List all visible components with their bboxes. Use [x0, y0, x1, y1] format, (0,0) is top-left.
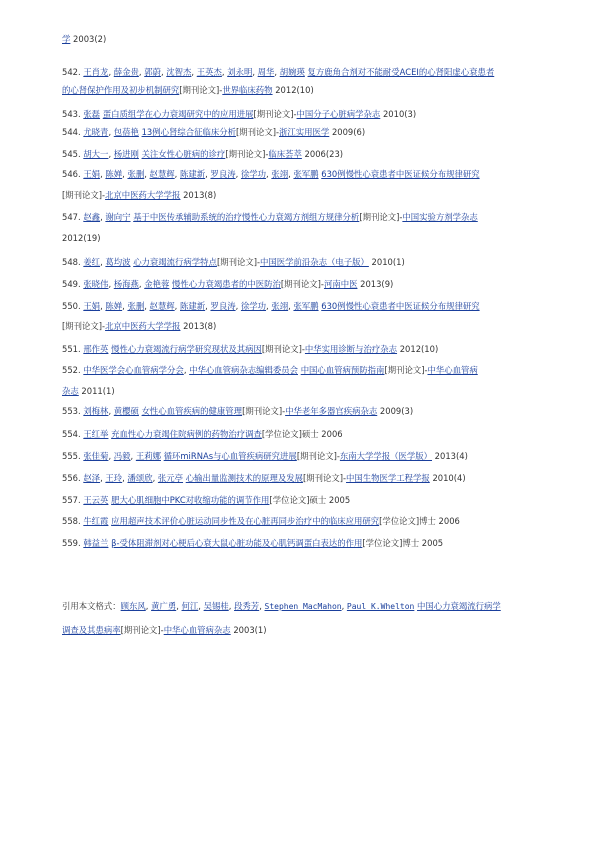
reference-link[interactable]: 中华心血管病杂志编辑委员会: [189, 365, 299, 375]
reference-line: [62, 278, 393, 290]
reference-link[interactable]: 杂志: [62, 386, 79, 396]
reference-link[interactable]: 张删: [127, 301, 145, 311]
reference-text: [期刊论文]-: [253, 109, 297, 119]
reference-link[interactable]: 王莉娜: [135, 451, 161, 461]
reference-link[interactable]: 张翊: [271, 169, 289, 179]
reference-link[interactable]: 薛金贵: [113, 67, 139, 77]
reference-text: ,: [174, 169, 180, 179]
reference-line: [62, 450, 468, 462]
reference-link[interactable]: 13例心肾综合征临床分析: [141, 127, 236, 137]
reference-text: ,: [228, 601, 235, 611]
reference-text: ,: [160, 67, 167, 77]
reference-text: [期刊论文]-: [235, 127, 280, 137]
reference-line: [62, 320, 216, 332]
reference-link[interactable]: β-受体阻滞剂对心梗后心衰大鼠心脏功能及心肌钙调蛋白表达的作用: [111, 538, 363, 548]
reference-line: [62, 66, 494, 78]
reference-text: [期刊论文]-: [302, 473, 347, 483]
reference-link[interactable]: 关注女性心脏病的诊疗: [141, 149, 226, 159]
reference-text: [期刊论文]-: [225, 149, 269, 159]
reference-link[interactable]: 罗良涛: [210, 169, 236, 179]
reference-line: [62, 537, 443, 549]
reference-link[interactable]: 刘永明: [227, 67, 253, 77]
reference-text: ,: [122, 301, 128, 311]
reference-text: ,: [176, 601, 182, 611]
reference-link[interactable]: 临床荟萃: [268, 149, 302, 159]
reference-link[interactable]: 徐学功: [240, 169, 267, 179]
reference-link[interactable]: 王肖龙: [83, 67, 109, 77]
reference-text: 549.: [62, 279, 84, 289]
reference-text: ,: [108, 451, 114, 461]
reference-text: 2013(8): [180, 190, 217, 200]
reference-text: ,: [235, 169, 241, 179]
reference-text: 548.: [62, 257, 84, 267]
reference-text: ,: [183, 365, 190, 375]
reference-line: [62, 108, 416, 120]
reference-link[interactable]: 北京中医药大学学报: [105, 190, 181, 200]
reference-link[interactable]: 630例慢性心衰患者中医证候分布规律研究: [321, 169, 480, 179]
reference-line: [62, 189, 216, 201]
reference-link[interactable]: 陈婵: [105, 169, 123, 179]
reference-text: 2006(23): [301, 149, 344, 159]
reference-link[interactable]: 世界临床药物: [222, 85, 273, 95]
reference-link[interactable]: 中华老年多器官疾病杂志: [285, 406, 378, 416]
reference-text: 557.: [62, 495, 84, 505]
reference-text: 引用本文格式：: [62, 601, 121, 611]
reference-text: 558.: [62, 516, 84, 526]
reference-link[interactable]: 河南中医: [323, 279, 358, 289]
reference-text: ,: [145, 601, 152, 611]
reference-line: [62, 126, 365, 138]
reference-link[interactable]: 中国心力衰竭流行病学: [417, 601, 501, 611]
reference-link[interactable]: 顾东风: [120, 601, 146, 611]
reference-line: [62, 256, 405, 268]
reference-text: 556.: [62, 473, 84, 483]
reference-text: ,: [100, 257, 106, 267]
reference-text: 552.: [62, 365, 84, 375]
reference-link[interactable]: 张军鹏: [293, 301, 319, 311]
reference-text: 2012(19): [62, 233, 101, 243]
reference-line: [62, 472, 466, 484]
reference-text: [期刊论文]-: [280, 279, 324, 289]
reference-text: ,: [266, 301, 272, 311]
reference-link[interactable]: 何江: [181, 601, 199, 611]
reference-link[interactable]: 陈建新: [180, 301, 206, 311]
reference-link[interactable]: 杨海燕: [113, 279, 139, 289]
reference-link[interactable]: 学: [62, 34, 71, 44]
reference-link[interactable]: 中华医学会心血管病学分会: [83, 365, 184, 375]
reference-text: ,: [221, 67, 228, 77]
reference-link[interactable]: 潘颂欣: [127, 473, 153, 483]
reference-line: [62, 232, 101, 244]
reference-link[interactable]: 罗良涛: [210, 301, 236, 311]
reference-text: 555.: [62, 451, 84, 461]
reference-line: [62, 33, 106, 45]
reference-text: ,: [252, 67, 258, 77]
reference-text: ,: [205, 169, 211, 179]
reference-text: 2003(1): [230, 625, 267, 635]
reference-text: 2010(4): [429, 473, 466, 483]
reference-link[interactable]: 北京中医药大学学报: [105, 321, 181, 331]
reference-link[interactable]: 中华心血管病: [427, 365, 478, 375]
reference-link[interactable]: 胡大一: [83, 149, 109, 159]
reference-link[interactable]: 调查及其患病率: [62, 625, 121, 635]
reference-text: ,: [288, 169, 294, 179]
reference-text: ,: [138, 67, 145, 77]
reference-link[interactable]: 张晓伟: [83, 279, 109, 289]
reference-text: ,: [144, 169, 150, 179]
reference-link[interactable]: 姜红: [83, 257, 101, 267]
reference-text: ,: [122, 473, 128, 483]
reference-text: ,: [108, 127, 114, 137]
reference-line: [62, 168, 480, 180]
reference-text: ,: [288, 301, 294, 311]
reference-text: ,: [205, 301, 211, 311]
reference-text: 546.: [62, 169, 84, 179]
reference-link[interactable]: 刘梅林: [83, 406, 109, 416]
reference-text: 2009(6): [329, 127, 366, 137]
reference-text: 2011(1): [78, 386, 115, 396]
reference-text: ,: [266, 169, 272, 179]
reference-text: 2010(3): [380, 109, 417, 119]
reference-link[interactable]: 中国实验方剂学杂志: [402, 212, 478, 222]
reference-link[interactable]: 630例慢性心衰患者中医证候分布规律研究: [321, 301, 480, 311]
reference-link[interactable]: 蛋白质组学在心力衰竭研究中的应用进展: [102, 109, 254, 119]
reference-text: [期刊论文]-: [384, 365, 428, 375]
reference-link[interactable]: 复方鹿角合剂对不能耐受ACEI的心肾阳虚心衰患者: [307, 67, 495, 77]
reference-link[interactable]: 浙江实用医学: [279, 127, 330, 137]
reference-text: ,: [100, 212, 106, 222]
reference-link[interactable]: 包蓓艳: [113, 127, 139, 137]
reference-text: ,: [341, 601, 347, 611]
reference-text: [期刊论文]-: [216, 257, 260, 267]
reference-text: 554.: [62, 429, 84, 439]
reference-link[interactable]: 东南大学学报（医学版）: [339, 451, 432, 461]
reference-text: 2013(8): [180, 321, 217, 331]
reference-link[interactable]: 张元亭: [157, 473, 184, 483]
reference-text: 544.: [62, 127, 84, 137]
reference-line: [62, 148, 343, 160]
reference-text: ,: [108, 406, 114, 416]
reference-link[interactable]: 王娟: [83, 301, 101, 311]
reference-link[interactable]: 胡婉瑛: [279, 67, 305, 77]
reference-link[interactable]: 张军鹏: [293, 169, 319, 179]
reference-link[interactable]: 中国心血管病预防指南: [300, 365, 385, 375]
reference-link[interactable]: 王云英: [83, 495, 109, 505]
reference-line: [62, 428, 343, 440]
reference-text: [学位论文]硕士 2006: [261, 429, 343, 439]
reference-link[interactable]: 应用超声技术评价心脏运动同步性及在心脏再同步治疗中的临床应用研究: [111, 516, 380, 526]
reference-text: 2009(3): [377, 406, 414, 416]
reference-link[interactable]: 心力衰竭流行病学特点: [133, 257, 217, 267]
reference-text: 543.: [62, 109, 84, 119]
reference-text: ,: [130, 451, 136, 461]
reference-link[interactable]: 慢性心力衰竭患者的中医防治: [172, 279, 281, 289]
reference-text: ,: [108, 149, 114, 159]
citation-line: [62, 624, 267, 636]
reference-link[interactable]: 陈建新: [180, 169, 206, 179]
reference-link[interactable]: 张删: [127, 169, 145, 179]
reference-link[interactable]: 金艳蓉: [144, 279, 170, 289]
reference-link[interactable]: Paul K.Whelton: [346, 602, 415, 611]
reference-link[interactable]: 尤晓青: [83, 127, 109, 137]
reference-link[interactable]: 循环miRNAs与心血管疾病研究进展: [163, 451, 297, 461]
reference-text: ,: [108, 67, 114, 77]
reference-text: 2010(1): [368, 257, 405, 267]
reference-link[interactable]: 葛均波: [105, 257, 131, 267]
reference-link[interactable]: 王玲: [105, 473, 123, 483]
reference-text: [学位论文]硕士 2005: [269, 495, 351, 505]
reference-text: [期刊论文]-: [120, 625, 164, 635]
reference-line: [62, 84, 314, 96]
reference-link[interactable]: 中华实用诊断与治疗杂志: [304, 344, 398, 354]
reference-link[interactable]: 谢向宁: [105, 212, 131, 222]
reference-text: 2013(4): [432, 451, 468, 461]
reference-text: ,: [198, 601, 204, 611]
reference-text: [期刊论文]-: [179, 85, 223, 95]
reference-line: [62, 343, 438, 355]
reference-link[interactable]: 慢性心力衰竭流行病学研究现状及其病因: [111, 344, 262, 354]
citation-line: [62, 600, 501, 613]
reference-text: 547.: [62, 212, 84, 222]
reference-link[interactable]: 牛红霞: [83, 516, 109, 526]
reference-text: ,: [235, 301, 241, 311]
reference-text: ,: [108, 279, 114, 289]
reference-line: [62, 364, 478, 376]
reference-text: ,: [152, 473, 158, 483]
reference-link[interactable]: 赵慧辉: [149, 169, 175, 179]
reference-text: 545.: [62, 149, 84, 159]
reference-line: [62, 515, 460, 527]
reference-link[interactable]: 中国生物医学工程学报: [346, 473, 430, 483]
reference-link[interactable]: 赵慧辉: [149, 301, 175, 311]
reference-text: 2003(2): [70, 34, 107, 44]
reference-line: [62, 211, 478, 223]
reference-text: [学位论文]博士 2005: [362, 538, 444, 548]
reference-text: ,: [138, 279, 145, 289]
reference-link[interactable]: 赵泽: [83, 473, 101, 483]
reference-line: [62, 405, 413, 417]
reference-line: [62, 300, 480, 312]
reference-link[interactable]: 郭蔚: [144, 67, 161, 77]
reference-link[interactable]: 张翊: [271, 301, 289, 311]
reference-link[interactable]: 黄广勇: [151, 601, 177, 611]
reference-link[interactable]: 黄櫻硕: [113, 406, 139, 416]
reference-text: ,: [100, 169, 106, 179]
reference-link[interactable]: 张佳菊: [83, 451, 109, 461]
reference-link[interactable]: 中国分子心脏病学杂志: [296, 109, 381, 119]
reference-link[interactable]: 徐学功: [240, 301, 267, 311]
reference-link[interactable]: 王英杰: [196, 67, 222, 77]
reference-link[interactable]: 心输出量监测技术的原理及发展: [185, 473, 303, 483]
reference-link[interactable]: 陈婵: [105, 301, 123, 311]
reference-text: [期刊论文]-: [296, 451, 340, 461]
reference-link[interactable]: 韩益兰: [83, 538, 109, 548]
reference-text: [期刊论文]-: [62, 321, 106, 331]
reference-text: [期刊论文]-: [62, 190, 106, 200]
reference-text: 542.: [62, 67, 84, 77]
reference-text: ,: [100, 473, 106, 483]
reference-link[interactable]: Stephen MacMahon: [264, 602, 342, 611]
reference-link[interactable]: 中国医学前沿杂志（电子版）: [260, 257, 369, 267]
reference-text: ,: [174, 301, 180, 311]
reference-text: 553.: [62, 406, 84, 416]
reference-line: [62, 494, 350, 506]
reference-link[interactable]: 基于中医传承辅助系统的治疗慢性心力衰竭方剂组方规律分析: [133, 212, 360, 222]
reference-link[interactable]: 冯毅: [113, 451, 131, 461]
reference-text: 2012(10): [397, 344, 439, 354]
reference-link[interactable]: 张磊: [83, 109, 101, 119]
reference-link[interactable]: 沈智杰: [166, 67, 192, 77]
reference-link[interactable]: 充血性心力衰竭住院病例的药物治疗调查: [111, 429, 262, 439]
reference-text: 559.: [62, 538, 84, 548]
reference-text: ,: [100, 301, 106, 311]
reference-link[interactable]: 的心肾保护作用及初步机制研究: [62, 85, 180, 95]
reference-text: [期刊论文]-: [359, 212, 403, 222]
reference-text: ,: [259, 601, 265, 611]
reference-link[interactable]: 吴锡桂: [203, 601, 229, 611]
reference-text: 2013(9): [357, 279, 394, 289]
reference-text: [期刊论文]-: [242, 406, 286, 416]
reference-text: [期刊论文]-: [261, 344, 305, 354]
reference-text: ,: [122, 169, 128, 179]
reference-link[interactable]: 邢作英: [83, 344, 109, 354]
reference-link[interactable]: 女性心血管疾病的健康管理: [141, 406, 243, 416]
reference-text: [学位论文]博士 2006: [379, 516, 460, 526]
reference-text: 551.: [62, 344, 84, 354]
reference-link[interactable]: 中华心血管病杂志: [163, 625, 231, 635]
reference-link[interactable]: 赵鑫: [83, 212, 101, 222]
reference-link[interactable]: 杨进刚: [113, 149, 139, 159]
reference-link[interactable]: 段秀芳: [234, 601, 260, 611]
reference-link[interactable]: 肥大心肌细胞中PKC对收缩功能的调节作用: [111, 495, 270, 505]
reference-link[interactable]: 王红举: [83, 429, 109, 439]
reference-link[interactable]: 周华: [257, 67, 275, 77]
reference-text: 2012(10): [272, 85, 314, 95]
reference-link[interactable]: 王娟: [83, 169, 101, 179]
reference-text: ,: [191, 67, 197, 77]
reference-text: ,: [144, 301, 150, 311]
reference-text: ,: [274, 67, 280, 77]
reference-text: 550.: [62, 301, 84, 311]
reference-line: [62, 385, 115, 397]
